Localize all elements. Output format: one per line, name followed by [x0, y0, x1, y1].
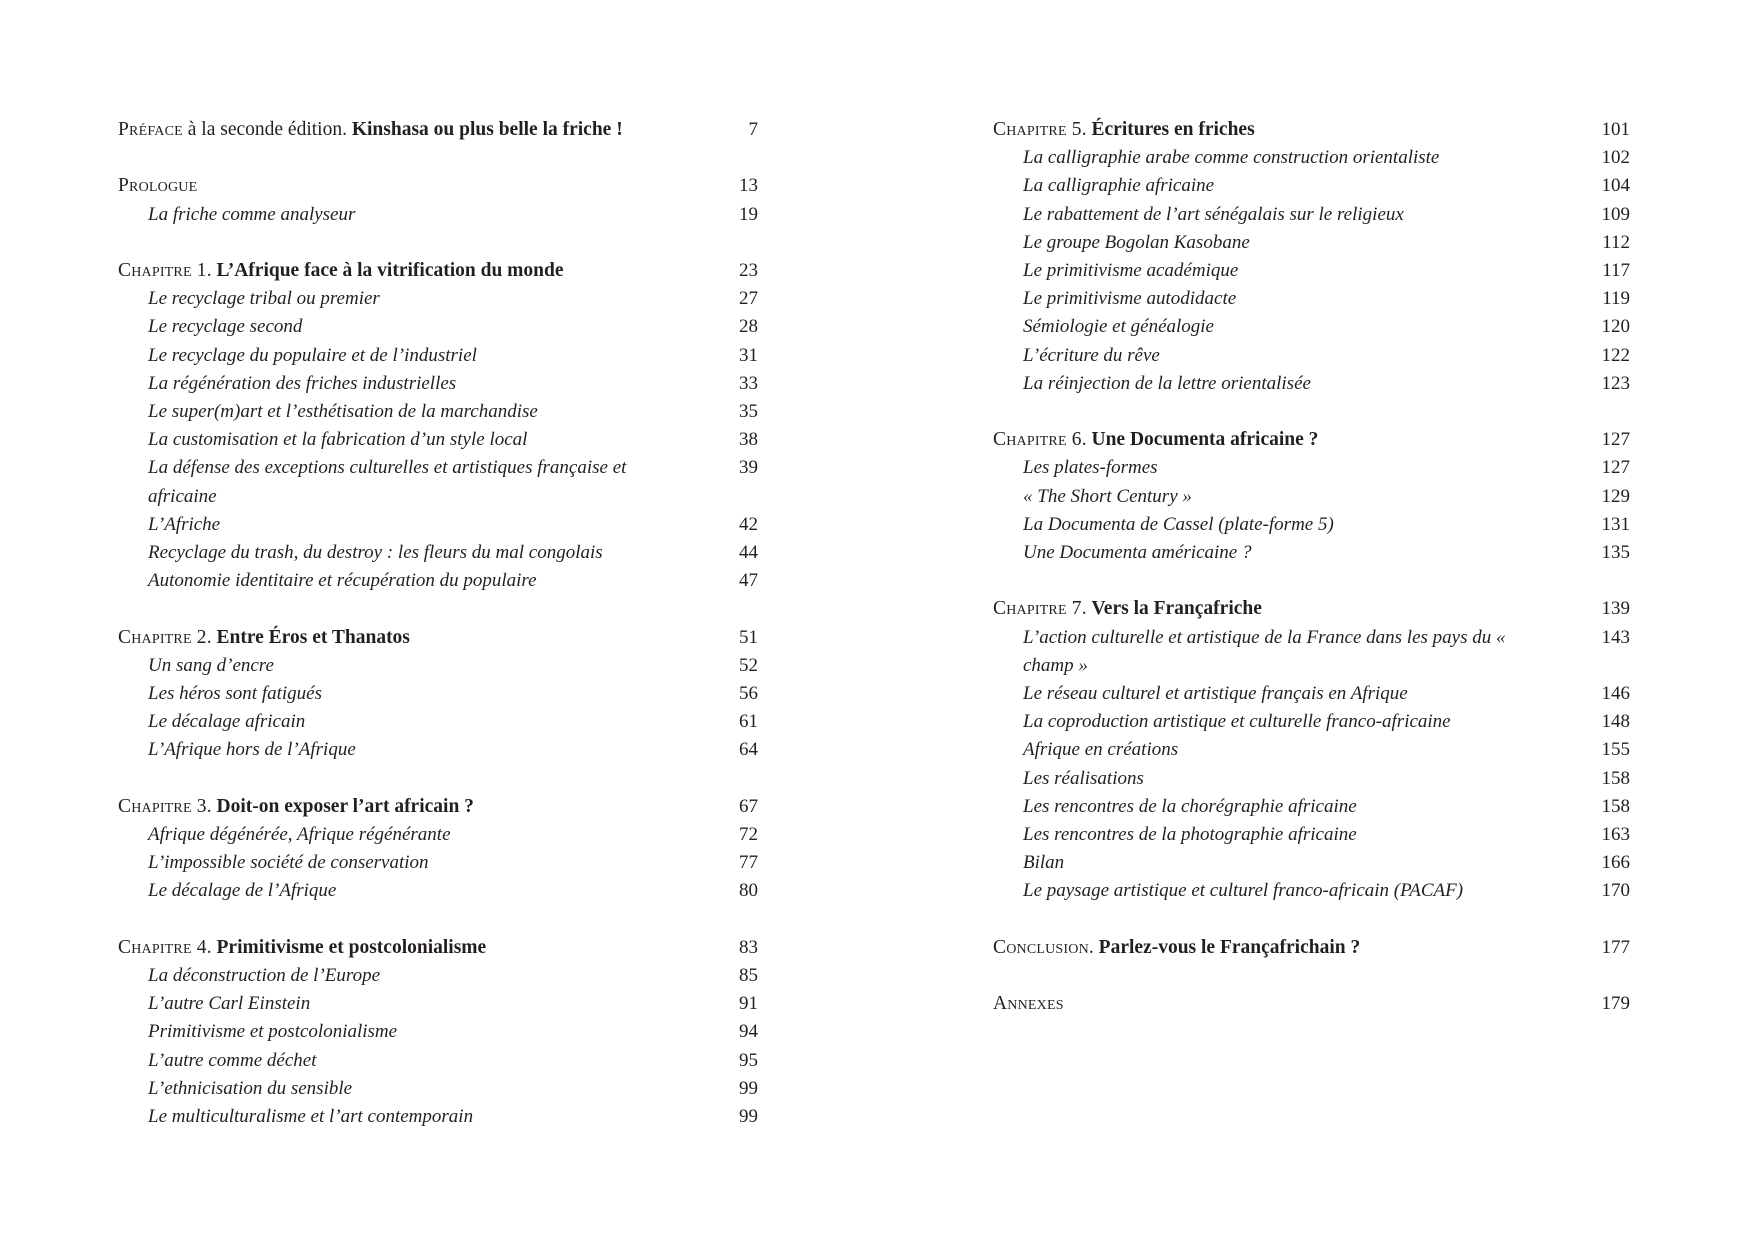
toc-entry[interactable]: [118, 342, 758, 370]
toc-left-column: [118, 116, 758, 1159]
section-label-suffix: .: [206, 936, 217, 958]
toc-entry-text: Les plates-formes: [1023, 457, 1158, 479]
toc-entry[interactable]: [118, 736, 758, 764]
toc-entry[interactable]: [993, 454, 1630, 482]
toc-entry-text: Une Documenta américaine ?: [1023, 542, 1252, 564]
toc-entry[interactable]: [118, 1018, 758, 1046]
section-label-suffix: .: [206, 795, 217, 817]
section-label-suffix: à la seconde édition.: [182, 119, 352, 140]
page-number: 179: [1601, 993, 1630, 1015]
toc-section-chapter-1: [118, 257, 758, 595]
toc-heading-text: [118, 624, 708, 652]
toc-entry[interactable]: [993, 342, 1630, 370]
toc-entry[interactable]: [993, 821, 1630, 849]
section-label-suffix: .: [206, 626, 217, 648]
page-number: 102: [1601, 147, 1630, 169]
toc-entry-text: Afrique dégénérée, Afrique régénérante: [148, 824, 451, 846]
page-number: 166: [1601, 852, 1630, 874]
toc-entry[interactable]: [118, 567, 758, 595]
toc-entry[interactable]: [993, 765, 1630, 793]
section-title: L’Afrique face à la vitrification du monde: [216, 259, 564, 281]
toc-heading[interactable]: [118, 624, 758, 652]
page-number: 158: [1601, 795, 1630, 817]
section-label: Chapitre 6: [993, 429, 1082, 451]
toc-entry[interactable]: [118, 1047, 758, 1075]
toc-entry-text: Bilan: [1023, 852, 1065, 874]
toc-heading-text: [993, 116, 1580, 144]
toc-heading-text: [118, 116, 708, 144]
page-number: 77: [739, 852, 758, 874]
toc-entry[interactable]: [118, 1075, 758, 1103]
toc-entry-text: « The Short Century »: [1023, 485, 1192, 507]
page-number: 127: [1601, 429, 1630, 451]
page-number: 23: [739, 259, 758, 281]
toc-entry-text: Le super(m)art et l’esthétisation de la marchandise: [148, 401, 538, 422]
page-number: 61: [739, 711, 758, 733]
toc-entry[interactable]: [993, 201, 1630, 229]
toc-section-annexes: [993, 990, 1630, 1018]
toc-entry-text: Le rabattement de l’art sénégalais sur le religieux: [1023, 203, 1404, 225]
toc-entry-text: Le multiculturalisme et l’art contemporain: [148, 1106, 474, 1128]
toc-entry-text: L’autre Carl Einstein: [148, 993, 311, 1015]
toc-heading[interactable]: [118, 793, 758, 821]
page-number: 95: [739, 1049, 758, 1071]
toc-entry-text: La défense des exceptions culturelles et artistiques française et africaine: [148, 457, 627, 507]
page-number: 52: [739, 654, 758, 676]
section-title: Vers la Françafriche: [1091, 598, 1262, 620]
toc-entry-text: Le primitivisme académique: [1023, 260, 1239, 282]
toc-entry-text: La friche comme analyseur: [148, 203, 356, 225]
toc-entry-text: Les rencontres de la photographie africaine: [1023, 824, 1357, 846]
toc-section-chapter-6: [993, 426, 1630, 567]
page-number: 27: [739, 288, 758, 310]
toc-heading[interactable]: [993, 934, 1630, 962]
toc-entry-text: La Documenta de Cassel (plate-forme 5): [1023, 513, 1334, 535]
page-number: 51: [739, 626, 758, 648]
toc-entry[interactable]: [993, 877, 1630, 905]
toc-section-chapter-7: [993, 595, 1630, 905]
toc-heading[interactable]: [993, 990, 1630, 1018]
page-number: 13: [739, 175, 758, 197]
toc-heading-text: [118, 172, 708, 200]
toc-entry-text: La régénération des friches industrielles: [148, 372, 457, 394]
toc-entry-text: Les réalisations: [1023, 767, 1144, 789]
toc-entry[interactable]: [993, 172, 1630, 200]
section-label-suffix: .: [1081, 429, 1092, 451]
toc-entry-text: L’Afrique hors de l’Afrique: [148, 739, 356, 761]
toc-entry[interactable]: [118, 313, 758, 341]
toc-entry-text: Le recyclage second: [148, 316, 303, 338]
toc-section-chapter-5: [993, 116, 1630, 398]
page-number: 72: [739, 824, 758, 846]
toc-entry[interactable]: [118, 201, 758, 229]
section-label-suffix: .: [1088, 936, 1099, 958]
page-number: 99: [739, 1077, 758, 1099]
toc-heading[interactable]: [118, 116, 758, 144]
toc-entry-text: La customisation et la fabrication d’un style local: [148, 429, 528, 451]
toc-entry[interactable]: [118, 877, 758, 905]
section-label: Prologue: [118, 175, 198, 197]
page-number: 101: [1601, 119, 1630, 140]
page-number: 104: [1601, 175, 1630, 197]
toc-heading-text: [993, 426, 1580, 454]
toc-entry-text: La coproduction artistique et culturelle franco-africaine: [1023, 711, 1451, 733]
page-number: 155: [1601, 739, 1630, 761]
page-number: 80: [739, 880, 758, 902]
toc-section-chapter-3: [118, 793, 758, 906]
page-number: 120: [1601, 316, 1630, 338]
toc-entry-text: Le recyclage tribal ou premier: [148, 288, 380, 310]
toc-entry-text: La déconstruction de l’Europe: [148, 965, 381, 987]
toc-right-column: [993, 116, 1630, 1047]
toc-entry-text: Les héros sont fatigués: [148, 683, 322, 705]
page-number: 139: [1601, 598, 1630, 620]
toc-entry-text: Afrique en créations: [1023, 739, 1179, 761]
section-label-suffix: .: [1081, 598, 1092, 620]
page-number: 127: [1601, 457, 1630, 479]
toc-entry[interactable]: [993, 680, 1630, 708]
section-title: Parlez-vous le Françafrichain ?: [1098, 936, 1361, 958]
toc-entry[interactable]: [993, 736, 1630, 764]
toc-entry-text: Sémiologie et généalogie: [1023, 316, 1214, 338]
toc-entry[interactable]: [118, 285, 758, 313]
page-number: 39: [739, 457, 758, 479]
page-number: 146: [1601, 683, 1630, 705]
toc-entry[interactable]: [993, 708, 1630, 736]
page-number: 44: [739, 542, 758, 564]
page-number: 158: [1601, 767, 1630, 789]
section-label-suffix: .: [1081, 119, 1092, 140]
toc-section-conclusion: [993, 934, 1630, 962]
toc-entry[interactable]: [118, 652, 758, 680]
page-number: 35: [739, 401, 758, 422]
section-title: Écritures en friches: [1091, 119, 1255, 140]
section-title: Kinshasa ou plus belle la friche !: [351, 119, 623, 140]
page-number: 83: [739, 936, 758, 958]
section-label: Chapitre 2: [118, 626, 207, 648]
toc-entry[interactable]: [118, 680, 758, 708]
toc-heading[interactable]: [118, 934, 758, 962]
toc-entry-text: Le décalage africain: [148, 711, 306, 733]
page-number: 31: [739, 344, 758, 366]
page-number: 117: [1602, 260, 1630, 282]
toc-entry-text: L’action culturelle et artistique de la France dans les pays du « champ »: [1023, 626, 1506, 676]
page-number: 19: [739, 203, 758, 225]
toc-entry-text: La calligraphie arabe comme construction orientaliste: [1023, 147, 1440, 169]
page-number: 85: [739, 965, 758, 987]
toc-heading[interactable]: [118, 257, 758, 285]
toc-entry-text: Le réseau culturel et artistique français en Afrique: [1023, 683, 1408, 705]
page-number: 91: [739, 993, 758, 1015]
toc-entry-text: Primitivisme et postcolonialisme: [148, 1021, 398, 1043]
toc-entry[interactable]: [118, 1103, 758, 1131]
toc-entry[interactable]: [118, 539, 758, 567]
section-label: Chapitre 3: [118, 795, 207, 817]
section-label: Préface: [118, 119, 183, 140]
toc-entry-text: L’Afriche: [148, 513, 221, 535]
section-label-suffix: .: [206, 259, 217, 281]
toc-entry[interactable]: [118, 708, 758, 736]
toc-heading-text: [993, 595, 1580, 623]
toc-section-preface: [118, 116, 758, 144]
toc-heading[interactable]: [993, 426, 1630, 454]
toc-entry[interactable]: [118, 990, 758, 1018]
toc-entry[interactable]: [993, 313, 1630, 341]
page-number: 119: [1602, 288, 1630, 310]
page-number: 123: [1601, 372, 1630, 394]
toc-heading-text: [993, 934, 1580, 962]
page-number: 163: [1601, 824, 1630, 846]
toc-entry-text: Recyclage du trash, du destroy : les fleurs du mal congolais: [148, 542, 603, 564]
toc-heading-text: [118, 934, 708, 962]
toc-entry-text: Autonomie identitaire et récupération du populaire: [148, 570, 537, 592]
toc-entry[interactable]: [118, 398, 758, 426]
page-number: 148: [1601, 711, 1630, 733]
page-number: 122: [1601, 344, 1630, 366]
page-number: 131: [1601, 513, 1630, 535]
section-label: Conclusion: [993, 936, 1089, 958]
section-label: Chapitre 5: [993, 119, 1082, 140]
toc-entry-text: L’autre comme déchet: [148, 1049, 317, 1071]
page-number: 143: [1601, 626, 1630, 648]
toc-entry[interactable]: [993, 483, 1630, 511]
section-label: Annexes: [993, 993, 1064, 1015]
toc-entry[interactable]: [118, 426, 758, 454]
toc-entry[interactable]: [993, 229, 1630, 257]
toc-entry[interactable]: [993, 144, 1630, 172]
toc-entry-text: La calligraphie africaine: [1023, 175, 1215, 197]
page-number: 99: [739, 1106, 758, 1128]
toc-heading[interactable]: [118, 172, 758, 200]
toc-entry-text: L’ethnicisation du sensible: [148, 1077, 353, 1099]
toc-entry[interactable]: [118, 962, 758, 990]
section-title: Doit-on exposer l’art africain ?: [216, 795, 474, 817]
toc-entry[interactable]: [993, 539, 1630, 567]
section-title: Primitivisme et postcolonialisme: [216, 936, 487, 958]
toc-entry-text: L’écriture du rêve: [1023, 344, 1160, 366]
page-number: 56: [739, 683, 758, 705]
page-number: 170: [1601, 880, 1630, 902]
toc-heading-text: [118, 257, 708, 285]
toc-entry[interactable]: [118, 821, 758, 849]
page-number: 109: [1601, 203, 1630, 225]
page-number: 129: [1601, 485, 1630, 507]
section-label: Chapitre 1: [118, 259, 207, 281]
page-number: 38: [739, 429, 758, 451]
page-number: 42: [739, 513, 758, 535]
toc-entry[interactable]: [993, 257, 1630, 285]
toc-entry[interactable]: [993, 849, 1630, 877]
toc-entry-text: L’impossible société de conservation: [148, 852, 429, 874]
toc-entry-text: La réinjection de la lettre orientalisée: [1023, 372, 1311, 394]
section-title: Entre Éros et Thanatos: [216, 626, 410, 648]
toc-section-prologue: [118, 172, 758, 228]
toc-heading[interactable]: [993, 116, 1630, 144]
page-number: 135: [1601, 542, 1630, 564]
page-number: 7: [748, 119, 758, 140]
toc-heading-text: [118, 793, 708, 821]
toc-entry-text: Le décalage de l’Afrique: [148, 880, 337, 902]
page-number: 64: [739, 739, 758, 761]
toc-heading-text: [993, 990, 1580, 1018]
toc-entry[interactable]: [118, 849, 758, 877]
toc-entry[interactable]: [993, 624, 1630, 680]
page-number: 112: [1602, 231, 1630, 253]
toc-entry-text: Le recyclage du populaire et de l’industriel: [148, 344, 477, 366]
section-label: Chapitre 7: [993, 598, 1082, 620]
toc-entry[interactable]: [118, 454, 758, 510]
toc-section-chapter-4: [118, 934, 758, 1131]
page-number: 177: [1601, 936, 1630, 958]
page-number: 28: [739, 316, 758, 338]
toc-entry[interactable]: [993, 285, 1630, 313]
toc-entry-text: Le primitivisme autodidacte: [1023, 288, 1237, 310]
toc-section-chapter-2: [118, 624, 758, 765]
section-label: Chapitre 4: [118, 936, 207, 958]
toc-entry-text: Les rencontres de la chorégraphie africaine: [1023, 795, 1357, 817]
toc-entry-text: Le groupe Bogolan Kasobane: [1023, 231, 1250, 253]
page-number: 67: [739, 795, 758, 817]
page-number: 33: [739, 372, 758, 394]
page-number: 47: [739, 570, 758, 592]
toc-entry[interactable]: [118, 370, 758, 398]
toc-entry[interactable]: [993, 511, 1630, 539]
toc-entry-text: Un sang d’encre: [148, 654, 274, 676]
toc-entry[interactable]: [993, 370, 1630, 398]
toc-entry[interactable]: [118, 511, 758, 539]
toc-entry-text: Le paysage artistique et culturel franco-africain (PACAF): [1023, 880, 1464, 902]
toc-heading[interactable]: [993, 595, 1630, 623]
section-title: Une Documenta africaine ?: [1091, 429, 1319, 451]
page-number: 94: [739, 1021, 758, 1043]
toc-entry[interactable]: [993, 793, 1630, 821]
